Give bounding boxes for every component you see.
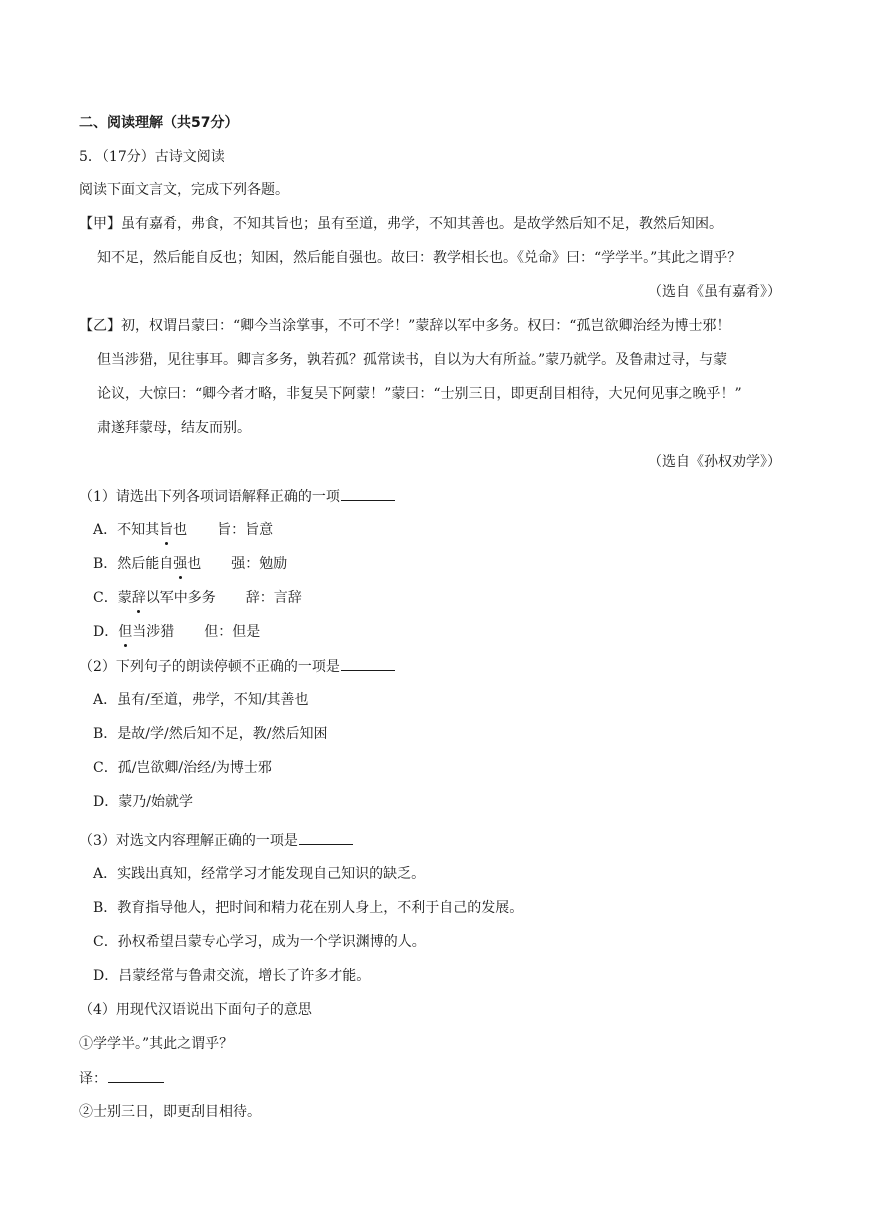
q1-option-a [93,520,273,540]
q1-option-d [93,622,260,642]
option-gloss: 旨：旨意 [217,522,274,538]
q4-stem: （4）用现代汉语说出下面句子的意思 [79,1002,312,1018]
emphasized-char: 强 [173,556,188,572]
option-gloss: 辞：言辞 [245,590,302,606]
passage-b-line: 但当涉猎，见往事耳。卿言多务，孰若孤？孤常读书，自以为大有所益。”蒙乃就学。及鲁肃过寻，与蒙 [97,352,728,368]
answer-blank[interactable] [341,656,395,671]
passage-a-source: （选自《虽有嘉肴》） [648,284,781,300]
q1-stem-text: （1）请选出下列各项词语解释正确的一项 [79,489,340,505]
q1-option-c [93,588,302,608]
option-gloss: 但：但是 [204,624,261,640]
option-text: 当涉猎 [132,624,175,640]
q4-translate-line [79,1068,164,1089]
option-text: A．不知其 [93,522,160,538]
passage-b-line: 论议，大惊曰：“卿今者才略，非复吴下阿蒙！”蒙曰：“士别三日，即更刮目相待，大兄何见事之晚乎！” [97,386,742,402]
q3-stem-text: （3）对选文内容理解正确的一项是 [79,833,298,849]
emphasized-char: 但 [118,624,133,640]
q2-option-d: D．蒙乃/始就学 [93,794,193,810]
answer-blank[interactable] [341,486,395,501]
emphasized-char: 辞 [131,590,146,606]
section-title: 二、阅读理解（共57分） [79,115,239,131]
q4-item-2: ②士别三日，即更刮目相待。 [79,1104,261,1120]
answer-blank[interactable] [299,830,353,845]
passage-a-line: 【甲】虽有嘉肴，弗食，不知其旨也；虽有至道，弗学，不知其善也。是故学然后知不足，教然后知困。 [79,216,723,232]
option-text: B．然后能自 [93,556,174,572]
q2-stem-text: （2）下列句子的朗读停顿不正确的一项是 [79,659,340,675]
passage-b-line: 【乙】初，权谓吕蒙曰：“卿今当涂掌事，不可不学！”蒙辞以军中多务。权曰：“孤岂欲卿治经为博士邪！ [79,318,731,334]
q2-option-a: A．虽有/至道，弗学，不知/其善也 [93,692,309,708]
option-text: C．蒙 [93,590,132,606]
option-text: 也 [173,522,188,538]
q1-stem [79,486,395,507]
option-text: 也 [187,556,202,572]
answer-blank[interactable] [108,1068,164,1083]
question-header: 5．（17分）古诗文阅读 [79,149,225,165]
q3-option-b: B．教育指导他人，把时间和精力花在别人身上，不利于自己的发展。 [93,900,524,916]
q3-option-c: C．孙权希望吕蒙专心学习，成为一个学识渊博的人。 [93,934,426,950]
passage-b-line: 肃遂拜蒙母，结友而别。 [97,420,251,436]
q3-stem [79,830,353,851]
q1-option-b [93,554,287,574]
option-text: D． [93,624,119,640]
q2-option-c: C．孤/岂欲卿/治经/为博士邪 [93,760,272,776]
q3-option-a: A．实践出真知，经常学习才能发现自己知识的缺乏。 [93,866,426,882]
passage-b-source: （选自《孙权劝学》） [648,454,781,470]
q2-option-b: B．是故/学/然后知不足，教/然后知困 [93,726,328,742]
q2-stem [79,656,395,677]
emphasized-char: 旨 [159,522,174,538]
q3-option-d: D．吕蒙经常与鲁肃交流，增长了许多才能。 [93,968,371,984]
passage-a-line: 知不足，然后能自反也；知困，然后能自强也。故曰：教学相长也。《兑命》曰：“学学半。”其此之谓乎？ [97,250,742,266]
option-gloss: 强：勉励 [231,556,288,572]
q4-item-1: ①学学半。”其此之谓乎？ [79,1036,234,1052]
option-text: 以军中多务 [145,590,216,606]
question-instruction: 阅读下面文言文，完成下列各题。 [79,182,289,198]
translate-label: 译： [79,1071,107,1087]
